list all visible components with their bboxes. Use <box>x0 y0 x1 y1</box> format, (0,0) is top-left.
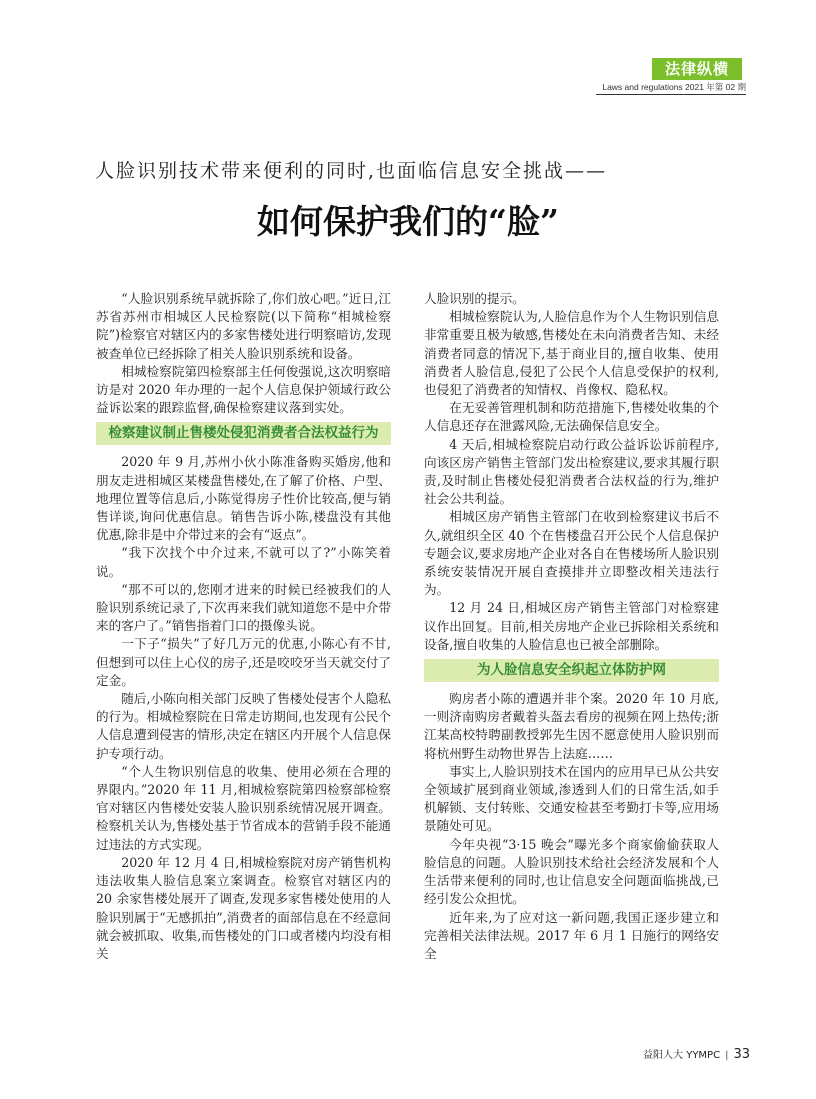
issue-meta: Laws and regulations 2021 年第 02 期 <box>602 82 746 92</box>
paragraph: 人脸识别的提示。 <box>424 291 525 306</box>
paragraph: “我下次找个中介过来,不就可以了?”小陈笑着说。 <box>96 545 391 579</box>
paragraph: 近年来,为了应对这一新问题,我国正逐步建立和完善相关法律法规。2017 年 6 月 1 日施行的网络安全 <box>424 909 719 961</box>
left-column <box>96 290 391 963</box>
paragraph: 12 月 24 日,相城区房产销售主管部门对检察建议作出回复。目前,相关房地产企业已拆除相关系统和设备,擅自收集的人脸信息也已被全部删除。 <box>424 600 719 652</box>
right-column <box>424 290 719 963</box>
article-subtitle: 人脸识别技术带来便利的同时,也面临信息安全挑战—— <box>95 160 608 182</box>
header-rule <box>596 94 746 95</box>
paragraph: 今年央视“3·15 晚会”曝光多个商家偷偷获取人脸信息的问题。人脸识别技术给社会经济发展和个人生活带来便利的同时,也让信息安全问题面临挑战,已经引发公众担忧。 <box>424 836 719 907</box>
footer-separator: | <box>725 1050 729 1061</box>
paragraph: 随后,小陈向相关部门反映了售楼处侵害个人隐私的行为。相城检察院在日常走访期间,也发现有公民个人信息遭到侵害的情形,决定在辖区内开展个人信息保护专项行动。 <box>96 691 391 761</box>
paragraph: 事实上,人脸识别技术在国内的应用早已从公共安全领域扩展到商业领域,渗透到人们的日常生活,如手机解锁、支付转账、交通安检甚至考勤打卡等,应用场景随处可见。 <box>424 763 719 834</box>
paragraph: 购房者小陈的遭遇并非个案。2020 年 10 月底,一则济南购房者戴着头盔去看房的视频在网上热传;浙江某高校特聘副教授郭先生因不愿意使用人脸识别而将杭州野生动物世界告上法庭…… <box>424 691 719 761</box>
publication-name: 益阳人大 YYMPC <box>643 1050 721 1061</box>
page-footer <box>600 1046 750 1062</box>
paragraph: 相城检察院第四检察部主任何俊强说,这次明察暗访是对 2020 年办理的一起个人信息保护领域行政公益诉讼案的跟踪监督,确保检察建议落到实处。 <box>96 363 391 416</box>
paragraph: 4 天后,相城检察院启动行政公益诉讼诉前程序,向该区房产销售主管部门发出检察建议,要求其履行职责,及时制止售楼处侵犯消费者合法权益的行为,维护社会公共利益。 <box>424 436 719 507</box>
article-title: 如何保护我们的“脸” <box>257 202 559 241</box>
section-tag: 法律纵横 <box>652 58 742 80</box>
paragraph: “人脸识别系统早就拆除了,你们放心吧。”近日,江苏省苏州市相城区人民检察院(以下简称“相城检察院”)检察官对辖区内的多家售楼处进行明察暗访,发现被查单位已经拆除了相关人脸识别系统和设备。 <box>96 291 391 361</box>
section-heading: 检察建议制止售楼处侵犯消费者合法权益行为 <box>96 422 391 445</box>
paragraph: 2020 年 9 月,苏州小伙小陈准备购买婚房,他和朋友走进相城区某楼盘售楼处,在了解了价格、户型、地理位置等信息后,小陈觉得房子性价比较高,便与销售详谈,询问优惠信息。销售告诉小陈,楼盘没有其他优惠,除非是中介带过来的会有“返点”。 <box>96 454 391 543</box>
paragraph: 一下子“损失”了好几万元的优惠,小陈心有不甘,但想到可以住上心仪的房子,还是咬咬牙当天就交付了定金。 <box>96 636 391 688</box>
paragraph: “那不可以的,您刚才进来的时候已经被我们的人脸识别系统记录了,下次再来我们就知道您不是中介带来的客户了。”销售指着门口的摄像头说。 <box>96 581 391 634</box>
paragraph: 在无妥善管理机制和防范措施下,售楼处收集的个人信息还存在泄露风险,无法确保信息安全。 <box>424 400 719 434</box>
paragraph: “个人生物识别信息的收集、使用必须在合理的界限内。”2020 年 11 月,相城检察院第四检察部检察官对辖区内售楼处安装人脸识别系统情况展开调查。检察机关认为,售楼处基于节省成本的营销手段不能通过违法的方式实现。 <box>96 763 391 852</box>
paragraph: 相城区房产销售主管部门在收到检察建议书后不久,就组织全区 40 个在售楼盘召开公民个人信息保护专题会议,要求房地产企业对各自在售楼场所人脸识别系统安装情况开展自查摸排并立即整改相关违法行为。 <box>424 509 719 598</box>
paragraph: 2020 年 12 月 4 日,相城检察院对房产销售机构违法收集人脸信息案立案调查。检察官对辖区内的 20 余家售楼处展开了调查,发现多家售楼处使用的人脸识别属于“无感抓拍”,消费者的面部信息在不经意间就会被抓取、收集,而售楼处的门口或者楼内均没有相关 <box>96 854 391 961</box>
paragraph: 相城检察院认为,人脸信息作为个人生物识别信息非常重要且极为敏感,售楼处在未向消费者告知、未经消费者同意的情况下,基于商业目的,擅自收集、使用消费者人脸信息,侵犯了公民个人信息受保护的权利,也侵犯了消费者的知情权、肖像权、隐私权。 <box>424 309 719 398</box>
section-heading: 为人脸信息安全织起立体防护网 <box>424 659 719 682</box>
page-number: 33 <box>733 1047 750 1062</box>
